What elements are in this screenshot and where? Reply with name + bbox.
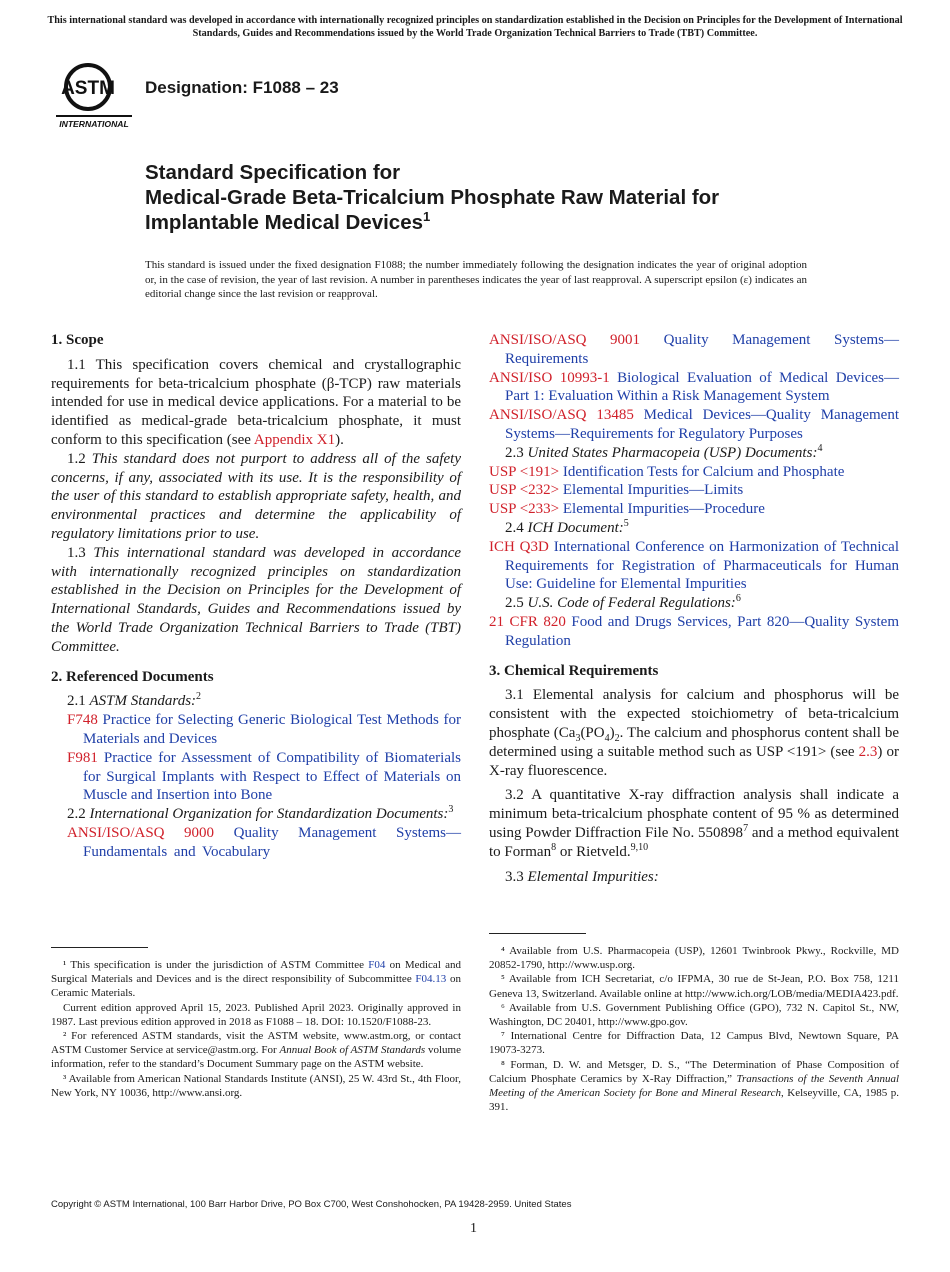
subsection-2-3: 2.3 United States Pharmacopeia (USP) Documents:$^4$ <box>505 442 823 461</box>
copyright-footer: Copyright © ASTM International, 100 Barr Harbor Drive, PO Box C700, West Conshohocken, PA 19428-2959. United States <box>51 1199 572 1210</box>
astm-refs <box>51 711 461 805</box>
footnote-2: ² For referenced ASTM standards, visit the ASTM website, www.astm.org, or contact ASTM Customer Service at service@astm.org. For Annual Book of ASTM Standards volume information, refer to the standard’s Document Summary page on the ASTM website. <box>51 1030 461 1071</box>
chem-3-2: 3.2 A quantitative X-ray diffraction analysis shall indicate a minimum beta-tricalcium phosphate content of 95 % as determined using Powder Diffraction File No. 550898$^7$ and a method equivalent to Forman$^8$ or Rietveld.$^{9,10}$ <box>489 787 899 860</box>
ref-item[interactable]: ANSI/ISO/ASQ 13485 Medical Devices—Quality Management Systems—Requirements for Regulatory Purposes <box>489 407 900 442</box>
footnote-6: ⁶ Available from U.S. Government Publishing Office (GPO), 732 N. Capitol St., NW, Washington, DC 20401, http://www.gpo.gov. <box>489 1001 899 1029</box>
chem-3-3: 3.3 Elemental Impurities: <box>505 868 659 885</box>
page-number: 1 <box>470 1221 477 1236</box>
footnotes-right <box>489 944 899 1114</box>
ref-item[interactable]: ANSI/ISO/ASQ 9000 Quality Management Systems—Fundamentals and Vocabulary <box>67 824 462 860</box>
ref-item[interactable]: F748 Practice for Selecting Generic Biological Test Methods for Materials and Devices <box>67 712 461 747</box>
document-title <box>145 160 845 235</box>
footnote-1: ¹ This specification is under the jurisdiction of ASTM Committee F04 on Medical and Surgical Materials and Devices and is the direct responsibility of Subcommittee F04.13 on Ceramic Materials. <box>51 959 462 1000</box>
tbt-banner: This international standard was developed in accordance with internationally recognized principles on standardization established in the Decision on Principles for the Development of International Standards, Guides and Recommendations issued by the World Trade Organization Technical Barriers to Trade (TBT) Committee. <box>47 15 903 39</box>
footnote-4: ⁴ Available from U.S. Pharmacopeia (USP), 12601 Twinbrook Pkwy., Rockville, MD 20852-1790, http://www.usp.org. <box>489 945 899 972</box>
ref-item[interactable]: 21 CFR 820 Food and Drugs Services, Part 820—Quality System Regulation <box>489 613 900 649</box>
scope-1-2: 1.2 This standard does not purport to address all of the safety concerns, if any, associated with its use. It is the responsibility of the user of this standard to establish appropriate safety, health, and environmental practices and determine the applicability of regulatory limitations prior to use. <box>51 450 462 542</box>
footnote-rule-right <box>489 933 586 934</box>
scope-1-1: 1.1 This specification covers chemical and crystallographic requirements for beta-tricalcium phosphate (β-TCP) raw materials intended for use in medical device applications. For a material to be identified as medical-grade beta-tricalcium phosphate, it must conform to this specification (see Appendix X1). <box>51 356 461 448</box>
subsection-2-4: 2.4 ICH Document:$^5$ <box>505 517 629 536</box>
footnote-8: ⁸ Forman, D. W. and Metsger, D. S., “The Determination of Phase Composition of Calcium Phosphate Ceramics by X-Ray Diffraction,” Transactions of the Seventh Annual Meeting of the American Society for Bone and Mineral Research, Kelseyville, CA, 1985 p. 391. <box>489 1058 900 1114</box>
section-heading-refdocs: 2. Referenced Documents <box>51 668 214 685</box>
chem-3-1: 3.1 Elemental analysis for calcium and phosphorus will be consistent with the expected stoichiometry of beta-tricalcium phosphate ($Ca_3(PO_4)_2$. The calcium and phosphorus content shall be determined using a suitable method such as USP <191> (see 2.3) or X-ray fluorescence. <box>489 687 899 779</box>
title-footnote-ref[interactable]: 1 <box>423 209 431 225</box>
committee-link[interactable]: F04 <box>368 959 386 971</box>
subsection-2-2: 2.2 International Organization for Standardization Documents:$^3$ <box>67 804 454 823</box>
title-line-3: Implantable Medical Devices$^1$ <box>145 209 431 234</box>
logo-text: ASTM <box>61 78 115 99</box>
scope-1-3: 1.3 This international standard was developed in accordance with internationally recognized principles on standardization established in the Decision on Principles for the Development of International Standards, Guides and Recommendations issued by the World Trade Organization Technical Barriers to Trade (TBT) Committee. <box>51 544 462 655</box>
designation: Designation: F1088 – 23 <box>145 78 339 97</box>
footnote-7: ⁷ International Centre for Diffraction Data, 12 Campus Blvd, Newtown Square, PA 19073-3273. <box>489 1030 899 1057</box>
left-column <box>51 331 461 862</box>
footnote-1-edition: Current edition approved April 15, 2023. Published April 2023. Originally approved in 1987. Last previous edition approved in 2018 as F1088 – 18. DOI: 10.1520/F1088-23. <box>51 1001 461 1028</box>
title-line-1: Standard Specification for <box>145 161 401 184</box>
subsection-2-5: 2.5 U.S. Code of Federal Regulations:$^6$ <box>505 593 741 612</box>
section-heading-scope: 1. Scope <box>51 332 104 348</box>
ref-item[interactable]: USP <191> Identification Tests for Calcium and Phosphate <box>489 463 845 480</box>
footnote-5: ⁵ Available from ICH Secretariat, c/o IFPMA, 30 rue de St-Jean, P.O. Box 758, 1211 Geneva 13, Switzerland. Available online at http://www.ich.org/LOB/media/MEDIA423.pdf. <box>489 973 899 1000</box>
right-column <box>489 331 899 886</box>
footnotes-left <box>51 958 461 1100</box>
section-link[interactable]: 2.3 <box>858 743 878 760</box>
subsection-2-1: 2.1 ASTM Standards:$^2$ <box>67 691 202 710</box>
title-line-2: Medical-Grade Beta-Tricalcium Phosphate Raw Material for <box>145 186 720 209</box>
ref-item[interactable]: USP <233> Elemental Impurities—Procedure <box>489 501 765 518</box>
astm-logo <box>54 57 134 131</box>
footnote-rule-left <box>51 947 148 948</box>
footnote-3: ³ Available from American National Standards Institute (ANSI), 25 W. 43rd St., 4th Floor, New York, NY 10036, http://www.ansi.org. <box>51 1072 461 1099</box>
appendix-link[interactable]: Appendix X1 <box>253 431 336 448</box>
ref-item[interactable]: ANSI/ISO 10993-1 Biological Evaluation of Medical Devices—Part 1: Evaluation Within a Risk Management System <box>489 369 900 405</box>
ref-item[interactable]: ANSI/ISO/ASQ 9001 Quality Management Systems—Requirements <box>489 332 900 367</box>
subcommittee-link[interactable]: F04.13 <box>415 973 447 986</box>
logo-subtext: INTERNATIONAL <box>59 119 129 129</box>
preamble: This standard is issued under the fixed designation F1088; the number immediately following the designation indicates the year of original adoption or, in the case of revision, the year of last revision. A number in parentheses indicates the year of last reapproval. A superscript epsilon (ε) indicates an editorial change since the last revision or reapproval. <box>145 259 807 301</box>
ref-item[interactable]: F981 Practice for Assessment of Compatibility of Biomaterials for Surgical Implants with Respect to Effect of Materials on Muscle and Insertion into Bone <box>67 749 461 804</box>
ref-item[interactable]: USP <232> Elemental Impurities—Limits <box>489 482 744 499</box>
section-heading-chemical: 3. Chemical Requirements <box>489 662 659 679</box>
ref-item[interactable]: ICH Q3D International Conference on Harmonization of Technical Requirements for Registration of Pharmaceuticals for Human Use: Guideline for Elemental Impurities <box>489 538 900 593</box>
